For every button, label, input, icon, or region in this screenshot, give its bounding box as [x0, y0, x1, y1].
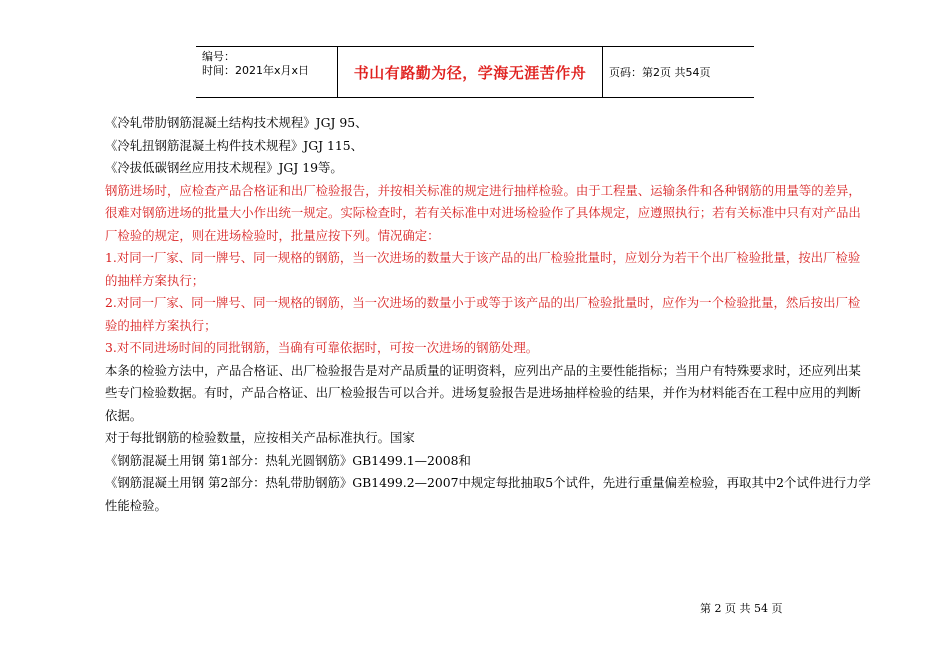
header-motto: 书山有路勤为径，学海无涯苦作舟 [338, 47, 603, 97]
paragraph: 《冷轧扭钢筋混凝土构件技术规程》JGJ 115、 [105, 137, 364, 153]
document-body [81, 112, 871, 517]
page-footer: 第 2 页 共 54 页 [700, 602, 783, 615]
header-meta [196, 47, 338, 97]
paragraph: 《钢筋混凝土用钢 第2部分：热轧带肋钢筋》GB1499.2—2007中规定每批抽取5个试件，先进行重量偏差检验，再取其中2个试件进行力学性能检验。 [105, 475, 871, 513]
paragraph: 本条的检验方法中，产品合格证、出厂检验报告是对产品质量的证明资料，应列出产品的主要性能指标；当用户有特殊要求时，还应列出某些专门检验数据。有时，产品合格证、出厂检验报告可以合并。进场复验报告是进场抽样检验的结果，并作为材料能否在工程中应用的判断依据。 [105, 362, 861, 423]
paragraph: 《冷拔低碳钢丝应用技术规程》JGJ 19等。 [105, 160, 343, 175]
paragraph: 3.对不同进场时间的同批钢筋，当确有可靠依据时，可按一次进场的钢筋处理。 [105, 340, 539, 355]
paragraph: 对于每批钢筋的检验数量，应按相关产品标准执行。国家 [105, 430, 415, 445]
page-header [196, 46, 754, 98]
paragraph: 《冷轧带肋钢筋混凝土结构技术规程》JGJ 95、 [105, 115, 368, 130]
header-page-info: 页码：第2页 共54页 [609, 66, 711, 79]
paragraph: 《钢筋混凝土用钢 第1部分：热轧光圆钢筋》GB1499.1—2008和 [105, 452, 471, 468]
paragraph: 钢筋进场时，应检查产品合格证和出厂检验报告，并按相关标准的规定进行抽样检验。由于工程量、运输条件和各种钢筋的用量等的差异，很难对钢筋进场的批量大小作出统一规定。实际检查时，若有关标准中对进场检验作了具体规定，应遵照执行；若有关标准中只有对产品出厂检验的规定，则在进场检验时，批量应按下列。情况确定： [105, 182, 861, 243]
document-time-label: 时间：2021年x月x日 [202, 64, 310, 77]
paragraph: 2.对同一厂家、同一牌号、同一规格的钢筋，当一次进场的数量小于或等于该产品的出厂检验批量时，应作为一个检验批量，然后按出厂检验的抽样方案执行； [105, 295, 861, 333]
document-number-label: 编号： [202, 50, 235, 63]
paragraph: 1.对同一厂家、同一牌号、同一规格的钢筋，当一次进场的数量大于该产品的出厂检验批量时，应划分为若干个出厂检验批量，按出厂检验的抽样方案执行； [105, 250, 861, 288]
